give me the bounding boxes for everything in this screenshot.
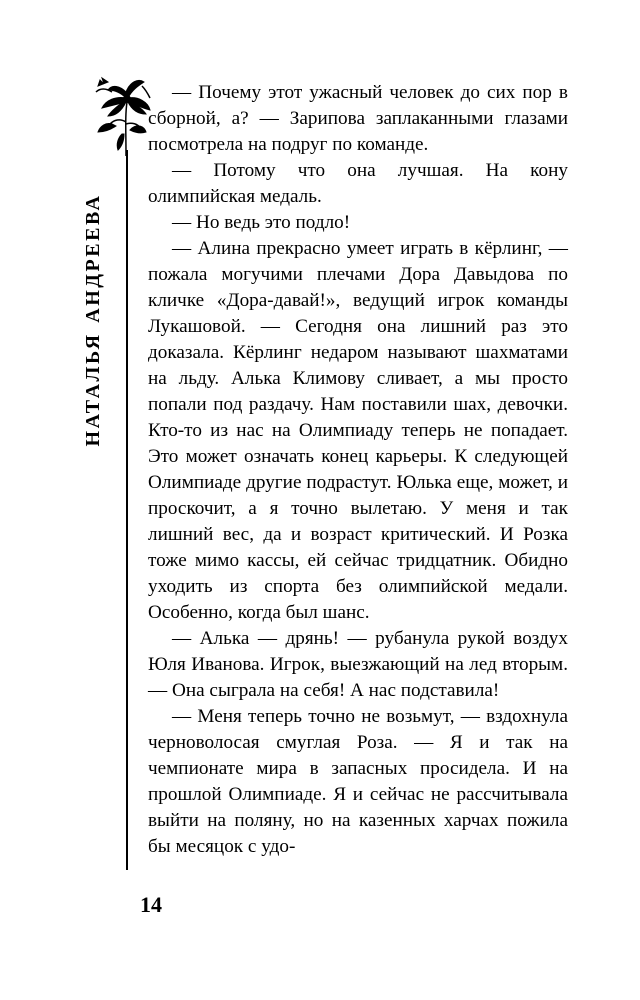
paragraph: — Но ведь это подло! — [172, 212, 351, 233]
paragraph: — Потому что она лучшая. На кону олимпийская медаль. — [148, 160, 568, 207]
paragraph: — Почему этот ужасный человек до сих пор в сборной, а? — Зарипова заплаканными глазами посмотрела на подруг по команде. — [148, 82, 568, 155]
author-name: наталья андреева — [73, 193, 106, 447]
vertical-rule — [126, 150, 128, 870]
paragraph: — Алька — дрянь! — рубанула рукой воздух Юля Иванова. Игрок, выезжающий на лед вторым. — Она сыграла на себя! А нас подставила! — [148, 628, 568, 701]
body-text — [148, 80, 568, 860]
paragraph: — Алина прекрасно умеет играть в кёрлинг, — пожала могучими плечами Дора Давыдова по кличке «Дора-давай!», ведущий игрок команды Лукашовой. — Сегодня она лишний раз это доказала. Кёрлинг недаром называют шахматами на льду. Алька Климову сливает, а мы просто попали под раздачу. Нам поставили шах, девочки. Кто-то из нас на Олимпиаду теперь не попадает. Это может означать конец карьеры. К следующей Олимпиаде другие подрастут. Юлька еще, может, и проскочит, а я точно вылетаю. У меня и так лишний вес, да и возраст критический. И Розка тоже мимо кассы, ей сейчас тридцатник. Обидно уходить из спорта без олимпийской медали. Особенно, когда был шанс. — [148, 238, 568, 623]
page-number: 14 — [140, 892, 162, 917]
paragraph: — Меня теперь точно не возьмут, — вздохнула черноволосая смуглая Роза. — Я и так на чемпионате мира в запасных просидела. И на прошлой Олимпиаде. Я и сейчас не рассчитывала выйти на поляну, но на казенных харчах пожила бы месяцок с удо- — [148, 706, 568, 857]
